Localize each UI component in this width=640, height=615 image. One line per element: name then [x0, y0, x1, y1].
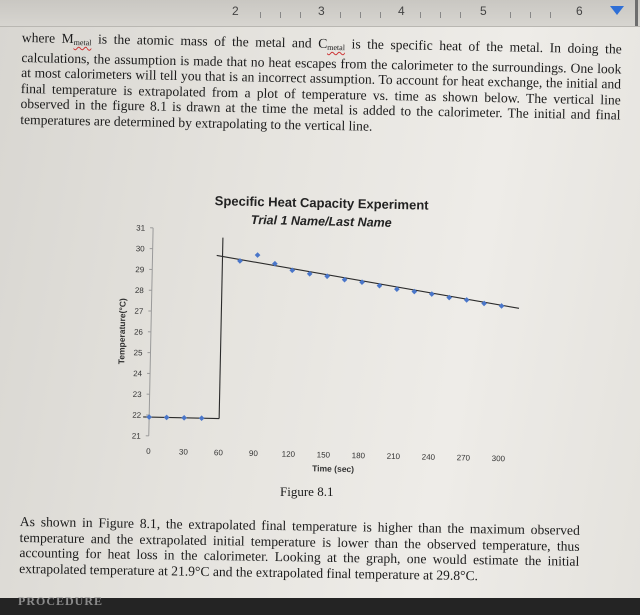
body-paragraph-intro [20, 30, 622, 139]
ruler-number: 6 [576, 4, 583, 18]
x-tick-label: 180 [351, 451, 366, 461]
data-point [464, 297, 470, 303]
data-point [499, 303, 505, 309]
ruler-number: 4 [398, 4, 405, 18]
figure-chart [106, 185, 522, 494]
initial-extrapolation-line [143, 417, 219, 419]
x-tick-label: 30 [178, 447, 188, 457]
data-point [181, 415, 187, 421]
y-tick-label: 21 [131, 431, 141, 441]
y-tick-label: 28 [134, 285, 144, 296]
ruler-indent-marker[interactable] [610, 6, 624, 15]
y-tick-label: 22 [132, 410, 142, 420]
section-heading-procedure: PROCEDURE [18, 594, 104, 608]
x-tick-label: 0 [146, 446, 151, 456]
chart-subtitle: Trial 1 Name/Last Name [250, 212, 392, 230]
body-paragraph-explanation: As shown in Figure 8.1, the extrapolated final temperature is higher than the maximum observed temperature and the extrapolated initial temperature is lower than the observed temperature, thus accounting for heat loss in the calorimeter. Looking at the graph, one would estimate the initial extrapolated temperature at 21.9°C and the extrapolated final temperature at 29.8°C. [19, 514, 580, 583]
para-text: where M [21, 30, 74, 46]
chart-title: Specific Heat Capacity Experiment [214, 193, 429, 213]
x-tick-label: 60 [213, 448, 223, 458]
x-tick-label: 240 [421, 452, 436, 462]
subscript-metal: metal [327, 42, 346, 53]
y-tick-label: 31 [136, 223, 146, 233]
ruler-number: 2 [232, 4, 239, 18]
x-tick-label: 90 [248, 448, 258, 459]
x-axis-label: Time (sec) [312, 463, 355, 475]
y-tick-label: 27 [134, 306, 144, 316]
ruler-edge [635, 0, 638, 26]
ruler-number: 3 [318, 4, 325, 18]
y-tick-label: 25 [133, 348, 143, 358]
data-point [199, 415, 205, 421]
y-tick-label: 29 [135, 265, 145, 275]
x-tick-label: 210 [386, 451, 401, 462]
x-tick-label: 300 [491, 454, 506, 464]
metal-added-vertical-line [219, 238, 223, 419]
data-point [429, 291, 435, 297]
x-tick-label: 120 [281, 449, 296, 459]
subscript-metal: metal [73, 37, 92, 48]
x-tick-label: 150 [316, 450, 331, 460]
figure-caption: Figure 8.1 [280, 484, 334, 499]
y-tick-label: 26 [133, 327, 144, 337]
chart-svg [106, 185, 522, 494]
x-tick-label: 270 [456, 453, 471, 463]
data-point [255, 252, 261, 258]
para-text: is the specific heat of the metal. In doing the calculations, the assumption is made that no heat escapes from the calorimeter to the surroundings. One look at most calorimeters will tell you that is an incorrect assumption. To account for heat exchange, the initial and final temperature is extrapolated from a plot of temperature vs. time as shown below. The vertical line observed in the figure 8.1 is drawn at the time the metal is added to the calorimeter. The initial and final temperatures are determined by extrapolating to the vertical line. [20, 36, 622, 134]
y-tick-label: 30 [135, 244, 145, 254]
y-axis-label: Temperature(°C) [116, 298, 128, 365]
para-text: is the atomic mass of the metal and C [91, 31, 328, 51]
ruler-number: 5 [480, 4, 487, 18]
data-point [164, 415, 170, 421]
y-tick-label: 24 [133, 369, 143, 379]
final-trend-line [216, 255, 520, 308]
y-tick-label: 23 [132, 389, 142, 400]
document-ruler[interactable] [0, 0, 640, 27]
